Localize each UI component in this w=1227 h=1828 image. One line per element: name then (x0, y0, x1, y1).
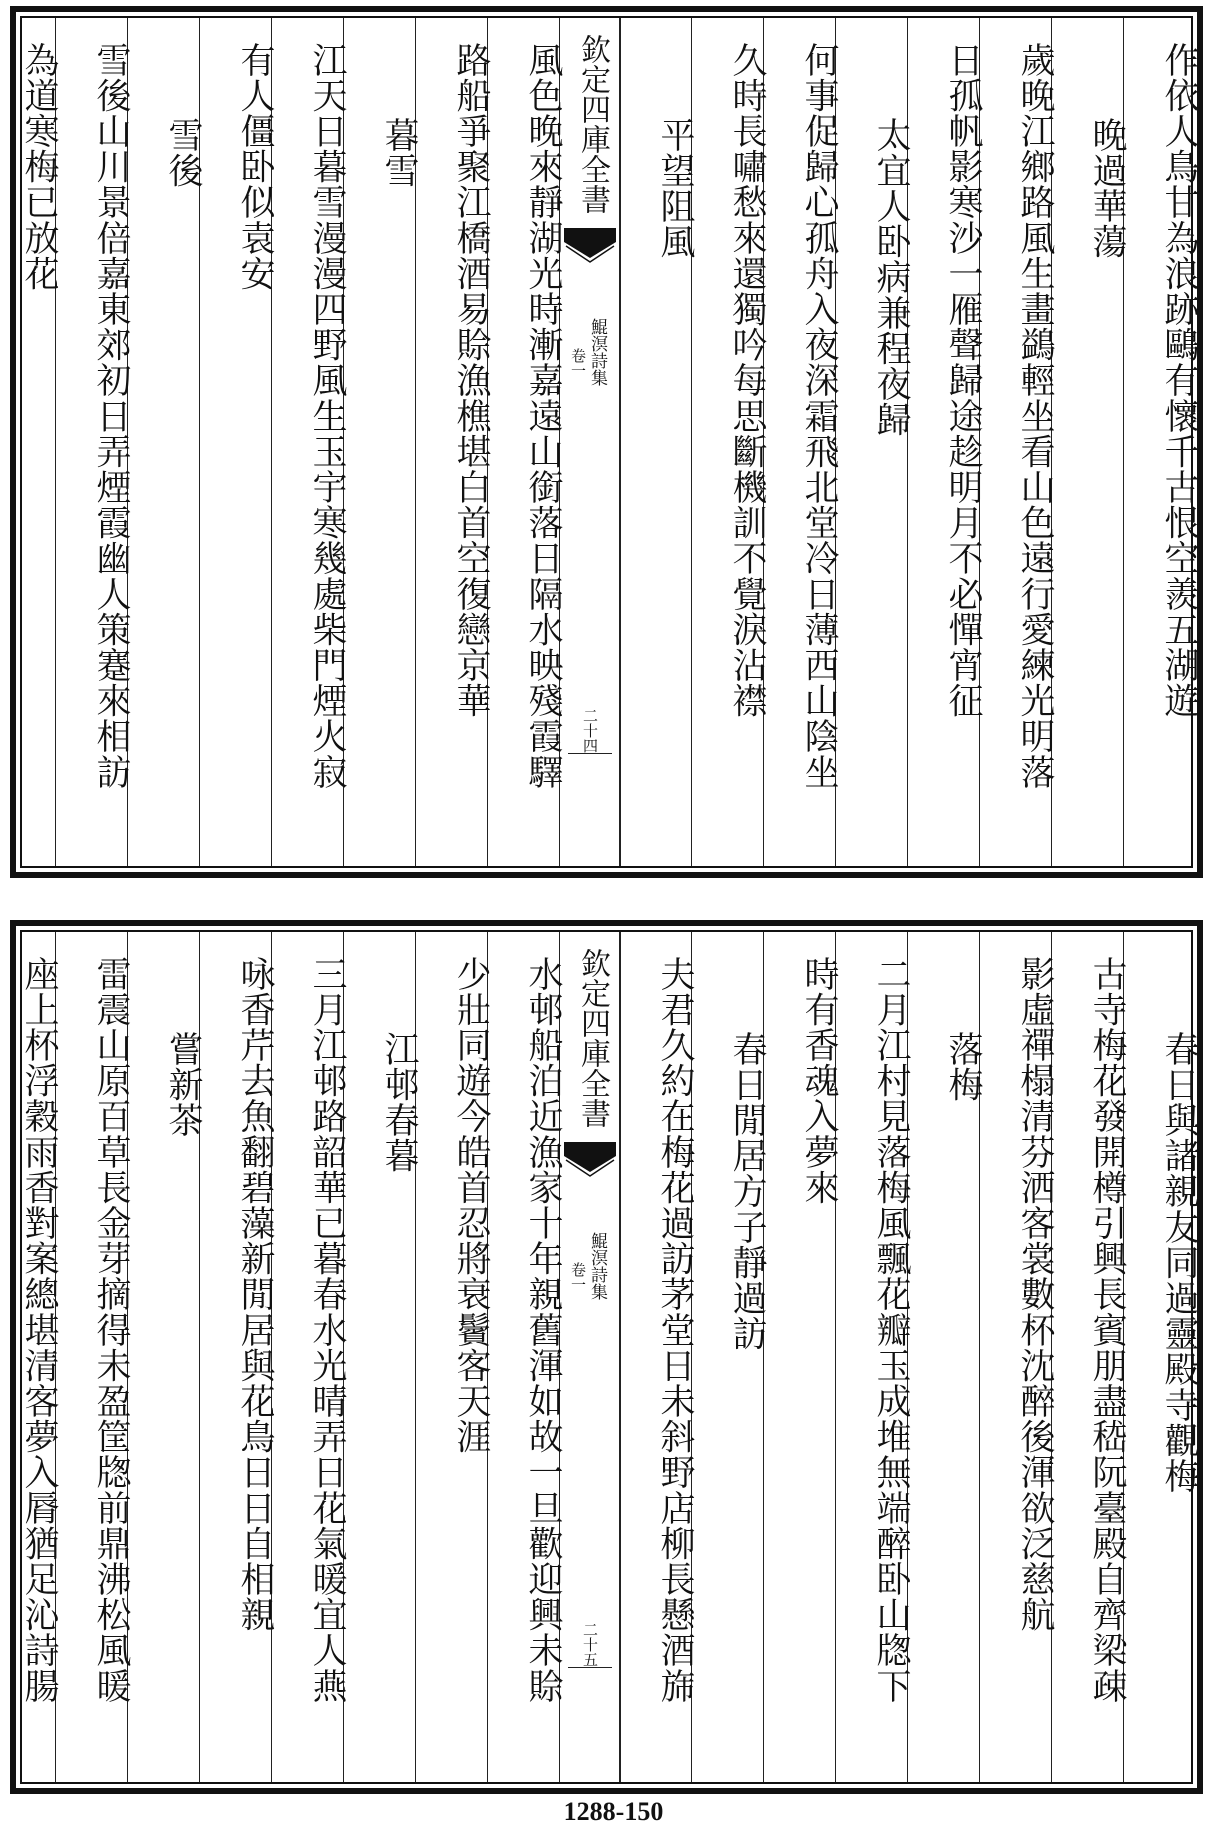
center-volume: 卷一 (569, 1262, 587, 1292)
center-book-name: 鯤溟詩集 (587, 318, 607, 386)
poem-line: 少壯同遊今皓首忍將衰鬢客天涯 (451, 956, 491, 1455)
text-column (763, 18, 839, 866)
center-rule (568, 1667, 612, 1668)
text-column (127, 932, 203, 1782)
text-column (763, 932, 839, 1782)
text-column (0, 18, 59, 866)
text-column (415, 18, 491, 866)
text-column (487, 18, 563, 866)
text-column (343, 932, 419, 1782)
poem-line: 咏香芹去魚翻碧藻新閒居與花鳥日日自相親 (235, 956, 275, 1633)
text-column (619, 18, 695, 866)
fishtail-mark-icon (564, 228, 616, 268)
lower-page (10, 920, 1203, 1794)
poem-line: 作依人鳥甘為浪跡鷗有懷千古恨空羨五湖遊 (1159, 42, 1199, 719)
text-column (487, 932, 563, 1782)
text-column (1123, 932, 1199, 1782)
poem-title: 落梅 (943, 1031, 983, 1103)
center-collection-title: 欽定四庫全書 (575, 948, 610, 1128)
text-column (55, 18, 131, 866)
text-column (907, 932, 983, 1782)
poem-line: 路船爭聚江橋酒易賒漁樵堪白首空復戀京華 (451, 42, 491, 719)
text-column (691, 18, 767, 866)
text-column (415, 932, 491, 1782)
text-column (691, 932, 767, 1782)
poem-title: 江邨春暮 (379, 1031, 419, 1174)
fishtail-mark-icon (564, 1142, 616, 1182)
poem-line: 古寺梅花發開樽引興長賓朋盡嵇阮臺殿自齊梁疎 (1087, 956, 1127, 1704)
center-page-number: 二十五 (581, 1622, 599, 1667)
text-column (619, 932, 695, 1782)
poem-line: 雷震山原百草長金芽摘得未盈筐牎前鼎沸松風暖 (91, 956, 131, 1704)
center-page-number: 二十四 (581, 708, 599, 753)
poem-title: 太宜人卧病兼程夜歸 (871, 117, 911, 438)
poem-line: 有人僵卧似袁安 (235, 42, 275, 292)
poem-line: 為道寒梅已放花 (19, 42, 59, 292)
poem-line: 影虛禪榻清芬洒客裳數杯沈醉後渾欲泛慈航 (1015, 956, 1055, 1633)
text-column (55, 932, 131, 1782)
text-column (1051, 18, 1127, 866)
text-column (343, 18, 419, 866)
poem-line: 何事促歸心孤舟入夜深霜飛北堂冷日薄西山陰坐 (799, 42, 839, 790)
poem-line: 座上杯浮穀雨香對案總堪清客夢入脣猶足沁詩腸 (19, 956, 59, 1704)
center-book-name: 鯤溟詩集 (587, 1232, 607, 1300)
poem-line: 二月江村見落梅風飄花瓣玉成堆無端醉卧山牎下 (871, 956, 911, 1704)
poem-line: 日孤帆影寒沙一雁聲歸途趁明月不必憚宵征 (943, 42, 983, 719)
text-column (271, 18, 347, 866)
text-column (199, 18, 275, 866)
poem-line: 久時長嘯愁來還獨吟每思斷機訓不覺淚沾襟 (727, 42, 767, 719)
poem-line: 江天日暮雪漫漫四野風生玉宇寒幾處柴門煙火寂 (307, 42, 347, 790)
poem-title: 雪後 (163, 117, 203, 189)
center-volume: 卷一 (569, 348, 587, 378)
upper-page (10, 6, 1203, 878)
text-column (1123, 18, 1199, 866)
text-column (835, 18, 911, 866)
text-column (271, 932, 347, 1782)
poem-title: 平望阻風 (655, 117, 695, 260)
text-column (979, 932, 1055, 1782)
poem-line: 夫君久約在梅花過訪茅堂日未斜野店柳長懸酒旆 (655, 956, 695, 1704)
poem-title: 晚過華蕩 (1087, 117, 1127, 260)
poem-line: 風色晚來靜湖光時漸嘉遠山銜落日隔水映殘霞驛 (523, 42, 563, 790)
page-footer-number: 1288-150 (563, 1797, 664, 1826)
center-rule (568, 753, 612, 754)
poem-title: 春日與諸親友同過靈殿寺觀梅 (1159, 1031, 1199, 1494)
text-column (1051, 932, 1127, 1782)
text-column (199, 932, 275, 1782)
poem-title: 嘗新茶 (163, 1031, 203, 1138)
text-column (907, 18, 983, 866)
text-column (979, 18, 1055, 866)
poem-title: 春日閒居方子靜過訪 (727, 1031, 767, 1352)
poem-line: 時有香魂入夢來 (799, 956, 839, 1206)
center-collection-title: 欽定四庫全書 (575, 34, 610, 214)
center-margin (559, 932, 621, 1782)
upper-page-frame (19, 16, 1199, 868)
poem-line: 雪後山川景倍嘉東郊初日弄煙霞幽人策蹇來相訪 (91, 42, 131, 790)
poem-title: 暮雪 (379, 117, 419, 189)
center-margin (559, 18, 621, 866)
text-column (0, 932, 59, 1782)
lower-page-frame (19, 930, 1199, 1784)
poem-line: 歲晚江鄉路風生畫鷁輕坐看山色遠行愛練光明落 (1015, 42, 1055, 790)
text-column (835, 932, 911, 1782)
text-column (127, 18, 203, 866)
poem-line: 三月江邨路韶華已暮春水光晴弄日花氣暖宜人燕 (307, 956, 347, 1704)
poem-line: 水邨船泊近漁家十年親舊渾如故一旦歡迎興未賒 (523, 956, 563, 1704)
